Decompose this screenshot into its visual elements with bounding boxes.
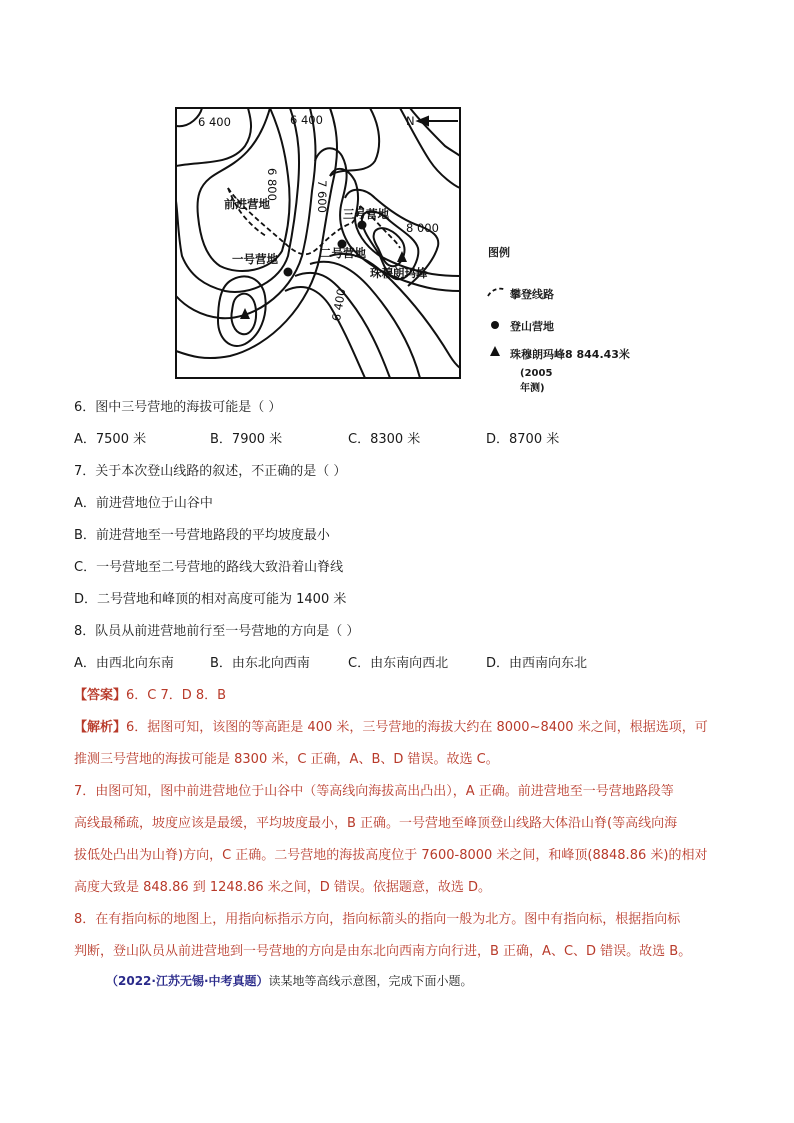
camp-3-dot [358,221,367,230]
source-tag: （2022·江苏无锡·中考真题） [106,974,269,988]
label-camp-2: 二号营地 [320,246,366,260]
analysis-line-1 [74,720,708,736]
legend-route-symbol [488,289,506,296]
legend-peak-note: (2005年测) [520,368,553,394]
label-camp-1: 一号营地 [232,252,278,266]
question-6-option-a: A．7500 米 [74,432,147,447]
answer-text: 6．C 7．D 8．B [126,688,227,703]
contour-label-6800: 6 800 [265,168,279,201]
label-advance-camp: 前进营地 [224,197,270,211]
source-text: 读某地等高线示意图，完成下面小题。 [268,974,473,988]
contour-line [285,287,365,378]
legend-camp-label: 登山营地 [510,320,554,333]
question-7-option-a: A．前进营地位于山谷中 [74,496,213,511]
north-label: N [406,114,415,128]
analysis-tag: 【解析】 [74,720,127,735]
everest-peak-triangle [397,251,407,262]
answer-line [74,688,226,704]
question-7-stem: 7．关于本次登山线路的叙述，不正确的是（ ） [74,464,347,479]
question-6-stem: 6．图中三号营地的海拔可能是（ ） [74,400,282,415]
question-8-option-a: A．由西北向东南 [74,656,174,671]
contour-line [410,108,460,156]
contour-label-6400-c: 6 400 [329,287,349,323]
question-8-option-d: D．由西南向东北 [486,656,588,671]
legend-peak-label: 珠穆朗玛峰8 844.43米 [510,348,630,361]
legend-peak-symbol [490,346,500,356]
question-8-stem: 8．队员从前进营地前行至一号营地的方向是（ ） [74,624,360,639]
contour-label-8000: 8 000 [406,221,439,235]
analysis-line-6: 高度大致是 848.86 到 1248.86 米之间，D 错误。依据题意，故选 D。 [74,880,492,895]
analysis-line-3: 7．由图可知，图中前进营地位于山谷中（等高线向海拔高出凸出），A 正确。前进营地至一号营地路段等 [74,784,674,799]
analysis-line-5: 拔低处凸出为山脊)方向，C 正确。二号营地的海拔高度位于 7600-8000 米之间，和峰顶(8848.86 米)的相对 [74,848,708,863]
legend-title: 图例 [488,246,510,259]
question-8-option-b: B．由东北向西南 [210,656,310,671]
question-7-option-b: B．前进营地至一号营地路段的平均坡度最小 [74,528,330,543]
question-6-option-b: B．7900 米 [210,432,283,447]
source-line [106,972,473,989]
question-7-option-d: D．二号营地和峰顶的相对高度可能为 1400 米 [74,592,347,607]
question-8-option-c: C．由东南向西北 [348,656,449,671]
analysis-line-8: 判断，登山队员从前进营地到一号营地的方向是由东北向西南方向行进，B 正确，A、C、D 错误。故选 B。 [74,944,692,959]
contour-label-7600: 7 600 [315,180,329,213]
camp-1-dot [284,268,293,277]
question-6-option-d: D．8700 米 [486,432,560,447]
contour-map-figure [170,106,630,394]
analysis-text: 6．据图可知，该图的等高距是 400 米，三号营地的海拔大约在 8000~8400 米之间，根据选项，可 [126,720,708,735]
question-6-option-c: C．8300 米 [348,432,421,447]
analysis-line-2: 推测三号营地的海拔可能是 8300 米，C 正确，A、B、D 错误。故选 C。 [74,752,499,767]
question-7-option-c: C．一号营地至二号营地的路线大致沿着山脊线 [74,560,344,575]
legend-route-label: 攀登线路 [510,288,554,301]
analysis-line-4: 高线最稀疏，坡度应该是最缓，平均坡度最小，B 正确。一号营地至峰顶登山线路大体沿山脊(等高线向海 [74,816,678,831]
map-frame [176,108,460,378]
legend-camp-symbol [491,321,499,329]
contour-label-6400-a: 6 400 [198,115,231,129]
answer-tag: 【答案】 [74,688,127,703]
analysis-line-7: 8．在有指向标的地图上，用指向标指示方向，指向标箭头的指向一般为北方。图中有指向标，根据指向标 [74,912,681,927]
label-camp-3: 三号营地 [343,207,389,221]
contour-label-6400-b: 6 400 [290,113,323,127]
label-everest: 珠穆朗玛峰 [370,266,428,280]
